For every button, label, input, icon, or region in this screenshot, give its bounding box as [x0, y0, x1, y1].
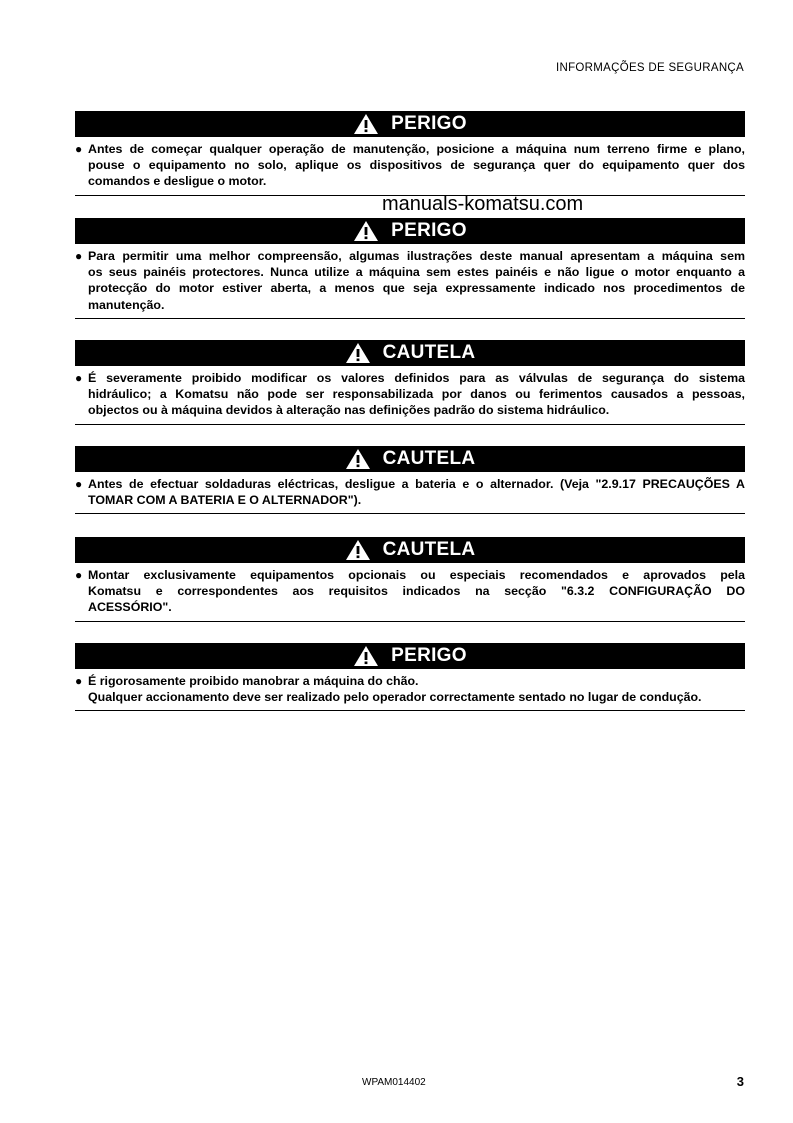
bullet-dot-icon: ● — [75, 142, 83, 156]
bullet-dot-icon: ● — [75, 371, 83, 385]
safety-block-perigo-2 — [75, 218, 745, 319]
text-line: TOMAR COM A BATERIA E O ALTERNADOR"). — [88, 493, 362, 508]
page-header-title: INFORMAÇÕES DE SEGURANÇA — [555, 62, 744, 74]
safety-banner — [75, 537, 745, 563]
safety-banner — [75, 218, 745, 244]
safety-content — [75, 244, 745, 319]
safety-block-cautela-1 — [75, 340, 745, 425]
safety-banner — [75, 643, 745, 669]
text-line: os seus painéis protectores. Nunca utilize a máquina sem estes painéis e não ligue o motor enquanto a — [88, 265, 745, 280]
safety-content — [75, 472, 745, 514]
warning-triangle-icon — [353, 113, 379, 135]
safety-content — [75, 669, 745, 711]
warning-triangle-icon — [345, 342, 371, 364]
warning-triangle-icon — [345, 448, 371, 470]
bullet-item — [75, 476, 745, 508]
bullet-item — [75, 673, 745, 705]
banner-label: PERIGO — [391, 220, 467, 241]
banner-label: CAUTELA — [382, 342, 476, 363]
text-line: É rigorosamente proibido manobrar a máquina do chão. — [88, 674, 419, 688]
safety-content — [75, 563, 745, 622]
watermark-text: manuals-komatsu.com — [382, 193, 584, 215]
bullet-dot-icon: ● — [75, 249, 83, 263]
warning-triangle-icon — [345, 539, 371, 561]
banner-label: PERIGO — [391, 645, 467, 666]
text-line: Montar exclusivamente equipamentos opcionais ou especiais recomendados e aprovados pela — [88, 568, 745, 582]
page-number: 3 — [736, 1074, 744, 1089]
safety-content — [75, 366, 745, 425]
bullet-dot-icon: ● — [75, 674, 83, 688]
text-line: Qualquer accionamento deve ser realizado pelo operador correctamente sentado no lugar de condução. — [88, 690, 702, 705]
bullet-item — [75, 567, 745, 616]
text-line: objectos ou à máquina devidos à alteração nas definições padrão do sistema hidráulico. — [88, 403, 610, 418]
warning-triangle-icon — [353, 220, 379, 242]
bullet-item — [75, 141, 745, 190]
safety-banner — [75, 111, 745, 137]
safety-block-perigo-3 — [75, 643, 745, 711]
safety-block-perigo-1 — [75, 111, 745, 196]
banner-label: CAUTELA — [382, 448, 476, 469]
banner-label: CAUTELA — [382, 539, 476, 560]
text-line: Antes de efectuar soldaduras eléctricas, desligue a bateria e o alternador. (Veja "2.9.17 PRECAUÇÕES A — [88, 477, 745, 491]
text-line: ACESSÓRIO". — [88, 600, 172, 615]
text-line: comandos e desligue o motor. — [88, 174, 267, 189]
text-line: Antes de começar qualquer operação de manutenção, posicione a máquina num terreno firme e plano, — [88, 142, 745, 156]
safety-content — [75, 137, 745, 196]
text-line: Komatsu e correspondentes aos requisitos indicados na secção "6.3.2 CONFIGURAÇÃO DO — [88, 584, 745, 599]
safety-block-cautela-2 — [75, 446, 745, 514]
text-line: pouse o equipamento no solo, aplique os dispositivos de segurança quer do equipamento quer dos — [88, 158, 745, 173]
text-line: protecção do motor estiver aberta, a menos que seja expressamente indicado nos procedimentos de — [88, 281, 745, 296]
safety-banner — [75, 340, 745, 366]
banner-label: PERIGO — [391, 113, 467, 134]
bullet-dot-icon: ● — [75, 477, 83, 491]
safety-block-cautela-3 — [75, 537, 745, 622]
text-line: manutenção. — [88, 297, 165, 312]
text-line: É severamente proibido modificar os valores definidos para as válvulas de segurança do sistema — [88, 371, 745, 385]
bullet-item — [75, 248, 745, 313]
bullet-dot-icon: ● — [75, 568, 83, 582]
footer-document-code: WPAM014402 — [362, 1077, 426, 1088]
bullet-item — [75, 370, 745, 419]
text-line: hidráulico; a Komatsu não pode ser responsabilizada por danos ou ferimentos causados a pessoas, — [88, 387, 745, 402]
warning-triangle-icon — [353, 645, 379, 667]
safety-banner — [75, 446, 745, 472]
text-line: Para permitir uma melhor compreensão, algumas ilustrações deste manual apresentam a máquina sem — [88, 249, 745, 263]
